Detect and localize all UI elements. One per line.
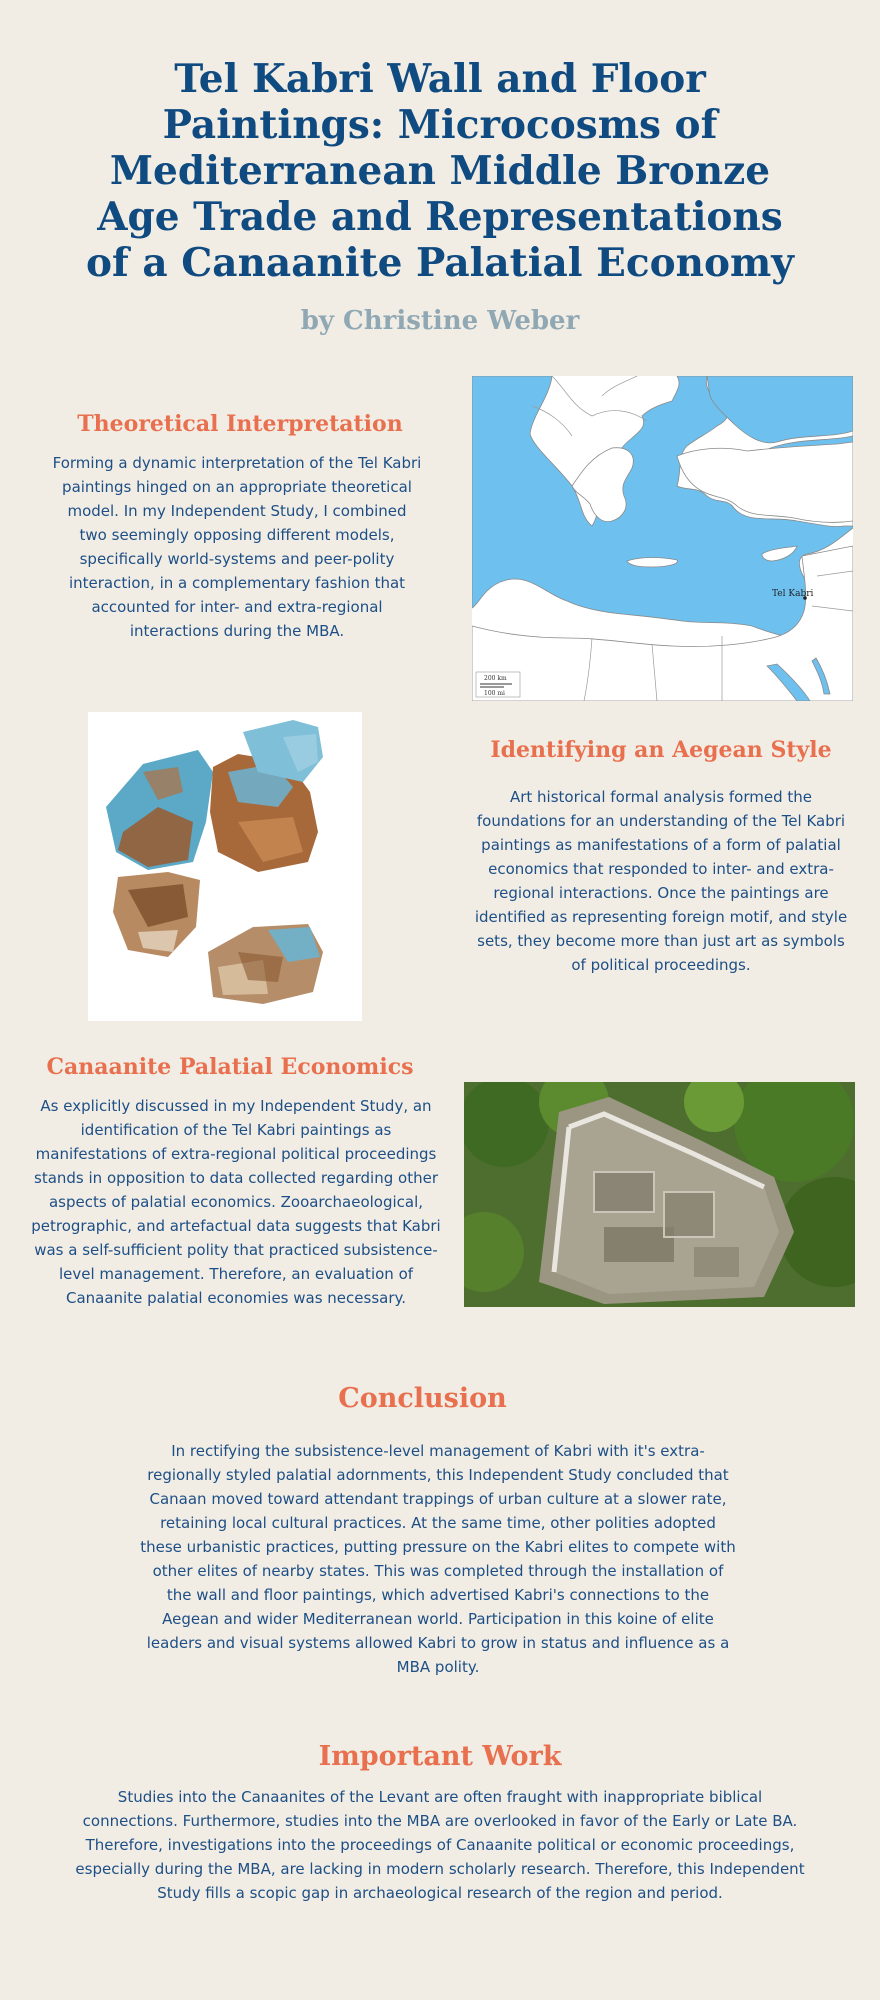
- mediterranean-map: [472, 376, 853, 701]
- author-byline: by Christine Weber: [300, 306, 580, 336]
- heading-theoretical: Theoretical Interpretation: [77, 411, 403, 437]
- heading-conclusion: Conclusion: [338, 1383, 507, 1414]
- fresco-fragments-illustration: [88, 712, 362, 1021]
- heading-important-work: Important Work: [318, 1741, 562, 1772]
- map-site-label: Tel Kabri: [772, 589, 814, 599]
- map-scale-mi: 100 mi: [484, 690, 505, 697]
- fresco-fragments-photo: [88, 712, 362, 1021]
- map-figure: [472, 376, 853, 701]
- text-aegean: Art historical formal analysis formed the foundations for an understanding of the Tel Kabri paintings as manifestations of a form of palatial economics that responded to inter- and extra-regional interactions. Once the paintings are identified as representing foreign motif, and style sets, they become more than just art as symbols of political proceedings.: [474, 788, 848, 974]
- text-theoretical: Forming a dynamic interpretation of the Tel Kabri paintings hinged on an appropriate theoretical model. In my Independent Study, I combined two seemingly opposing different models, specifically world-systems and peer-polity interaction, in a complementary fashion that accounted for inter- and extra-regional interactions during the MBA.: [52, 454, 422, 640]
- excavation-aerial-photo: [464, 1082, 855, 1307]
- heading-aegean: Identifying an Aegean Style: [490, 737, 832, 763]
- text-important-work: Studies into the Canaanites of the Levant are often fraught with inappropriate biblical connections. Furthermore, studies into the MBA are overlooked in favor of the Early or Late BA. Therefore, investigations into the proceedings of Canaanite political or economic proceedings, especially during the MBA, are lacking in modern scholarly research. Therefore, this Independent Study fills a scopic gap in archaeological research of the region and period.: [75, 1788, 805, 1902]
- text-conclusion: In rectifying the subsistence-level management of Kabri with it's extra-regionally styled palatial adornments, this Independent Study concluded that Canaan moved toward attendant trappings of urban culture at a slower rate, retaining local cultural practices. At the same time, other polities adopted these urbanistic practices, putting pressure on the Kabri elites to compete with other elites of nearby states. This was completed through the installation of the wall and floor paintings, which advertised Kabri's connections to the Aegean and wider Mediterranean world. Participation in this koine of elite leaders and visual systems allowed Kabri to grow in status and influence as a MBA polity.: [140, 1442, 736, 1676]
- text-economics: As explicitly discussed in my Independent Study, an identification of the Tel Kabri paintings as manifestations of extra-regional political proceedings stands in opposition to data collected regarding other aspects of palatial economics. Zooarchaeological, petrographic, and artefactual data suggests that Kabri was a self-sufficient polity that practiced subsistence-level management. Therefore, an evaluation of Canaanite palatial economies was necessary.: [31, 1097, 441, 1307]
- heading-economics: Canaanite Palatial Economics: [46, 1054, 414, 1080]
- excavation-aerial-illustration: [464, 1082, 855, 1307]
- map-scale-km: 200 km: [484, 675, 507, 682]
- page-title: Tel Kabri Wall and Floor Paintings: Microcosms of Mediterranean Middle Bronze Age Trade and Representations of a Canaanite Palatial Economy: [86, 56, 794, 286]
